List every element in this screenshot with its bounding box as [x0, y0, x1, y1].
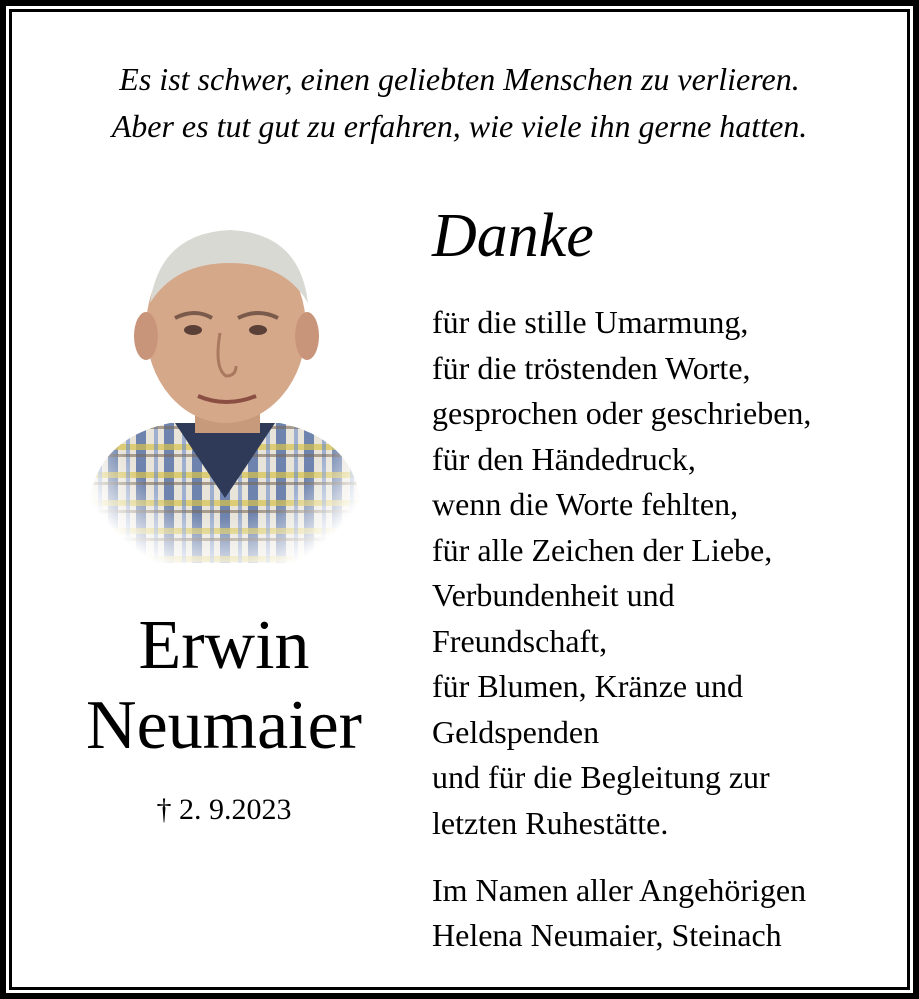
signature-block: [432, 868, 806, 958]
last-name: Neumaier: [86, 687, 362, 764]
thanks-line: für alle Zeichen der Liebe,: [432, 531, 773, 568]
thanks-line: Freundschaft,: [432, 622, 608, 659]
death-date: † 2. 9.2023: [156, 793, 292, 826]
notice-panel: [6, 6, 913, 993]
thanks-line: wenn die Worte fehlten,: [432, 486, 739, 522]
thanks-text: [432, 300, 811, 846]
first-name: Erwin: [138, 607, 310, 684]
quote-line-1: Es ist schwer, einen geliebten Menschen zu verlieren.: [119, 61, 800, 97]
thanks-line: für Blumen, Kränze und: [432, 668, 744, 704]
portrait-photo: [80, 208, 370, 563]
memorial-quote: [8, 56, 911, 150]
thanks-heading: Danke: [432, 202, 594, 270]
thanks-line: letzten Ruhestätte.: [432, 804, 669, 841]
thanks-line: Verbundenheit und: [432, 577, 675, 613]
signature-line-2: Helena Neumaier, Steinach: [432, 917, 782, 953]
signature-line-1: Im Namen aller Angehörigen: [432, 872, 807, 908]
thanks-line: und für die Begleitung zur: [432, 759, 770, 795]
thanks-line: für die tröstenden Worte,: [432, 349, 751, 386]
thanks-line: für die stille Umarmung,: [432, 304, 749, 340]
quote-line-2: Aber es tut gut zu erfahren, wie viele ihn gerne hatten.: [111, 108, 808, 144]
thanks-line: gesprochen oder geschrieben,: [432, 395, 812, 431]
deceased-name: [38, 606, 410, 766]
thanks-line: für den Händedruck,: [432, 440, 696, 477]
thanks-line: Geldspenden: [432, 713, 600, 750]
